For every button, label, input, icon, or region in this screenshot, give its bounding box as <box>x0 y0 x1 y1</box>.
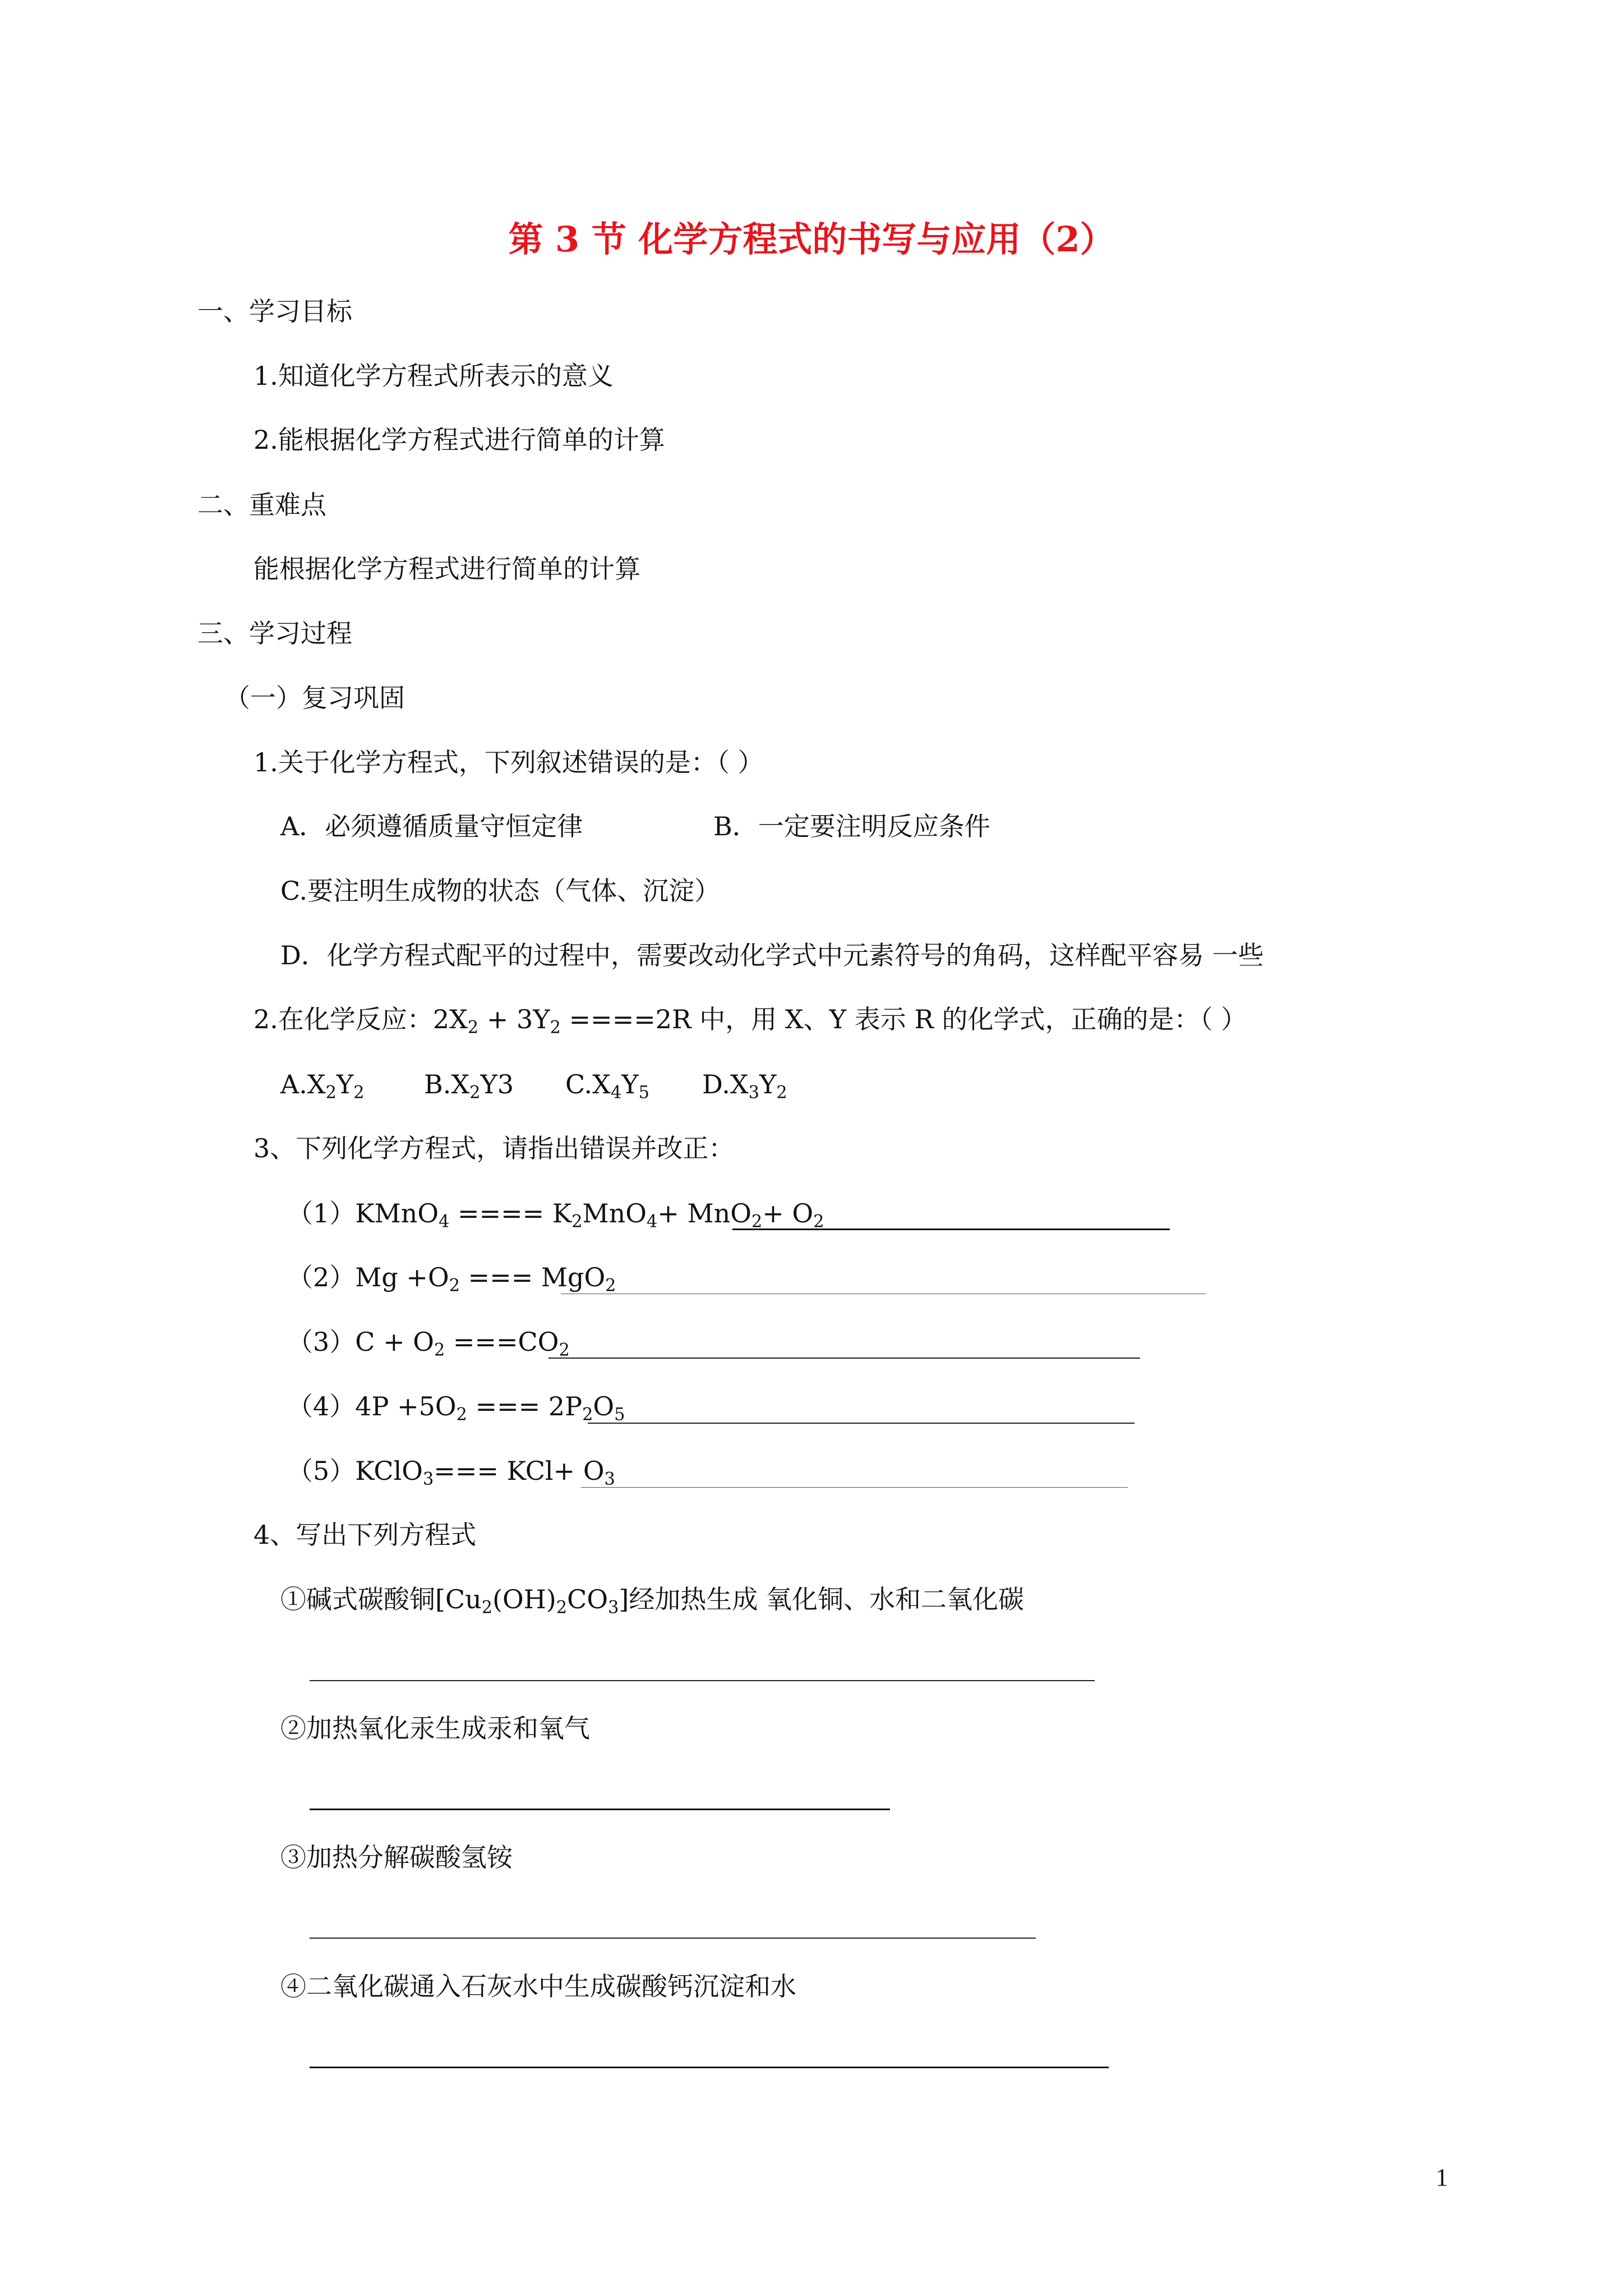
page-number: 1 <box>1436 2164 1448 2191</box>
goals-heading: 一、学习目标 <box>197 296 352 326</box>
q4-item-2: ②加热氧化汞生成汞和氧气 <box>280 1713 590 1743</box>
q1-option-c: C.要注明生成物的状态（气体、沉淀） <box>280 876 721 906</box>
process-heading: 三、学习过程 <box>197 618 352 648</box>
q4-answer-line-2[interactable] <box>310 1809 890 1810</box>
q3-answer-line-3[interactable] <box>548 1358 1140 1359</box>
q3-answer-line-5[interactable] <box>581 1487 1128 1488</box>
q2-option-a: $A.X_2Y_2$ <box>280 1069 365 1103</box>
q1-option-a: A．必须遵循质量守恒定律 <box>280 811 583 841</box>
q3-equation-1: （1）KMnO$_4$ ==== $K_2MnO_4+ MnO_2+ O_2$ <box>287 1198 824 1232</box>
q4-item-4: ④二氧化碳通入石灰水中生成碳酸钙沉淀和水 <box>280 1971 796 2001</box>
key-points-heading: 二、重难点 <box>197 490 326 520</box>
q4-answer-line-3[interactable] <box>310 1938 1036 1939</box>
q3-answer-line-4[interactable] <box>588 1423 1135 1424</box>
q3-stem: 3、下列化学方程式，请指出错误并改正： <box>253 1133 735 1163</box>
q1-option-d: D．化学方程式配平的过程中，需要改动化学式中元素符号的角码，这样配平容易 一些 <box>280 940 1264 970</box>
q2-option-b: $B.X_2Y3$ <box>424 1069 514 1103</box>
q4-stem: 4、写出下列方程式 <box>253 1520 477 1550</box>
goal-1: 1.知道化学方程式所表示的意义 <box>253 361 614 391</box>
q3-equation-5: （5）KClO$_3$=== $KCl+ O_3$ <box>287 1456 615 1489</box>
q4-item-3: ③加热分解碳酸氢铵 <box>280 1842 513 1872</box>
q4-item-1: ①碱式碳酸铜$[Cu_2(OH)_2CO_3]$经加热生成 氧化铜、水和二氧化碳 <box>280 1584 1024 1618</box>
q4-answer-line-4[interactable] <box>310 2067 1109 2068</box>
review-heading: （一）复习巩固 <box>224 683 405 713</box>
page-title: 第 3 节 化学方程式的书写与应用（2） <box>508 219 1115 260</box>
q2-option-d: $D.X_3Y_2$ <box>702 1069 787 1103</box>
q1-stem: 1.关于化学方程式，下列叙述错误的是：（ ） <box>253 747 764 777</box>
key-points-text: 能根据化学方程式进行简单的计算 <box>253 554 640 584</box>
q3-equation-2: $(2)Mg +O_2$ === MgO$_2$ <box>287 1262 616 1296</box>
q1-option-b: B．一定要注明反应条件 <box>713 811 990 841</box>
q3-equation-4: $(4)4P +5O_2$ === $2P_2O_5$ <box>287 1391 625 1425</box>
q3-equation-3: $(3)C + O_2 ===CO_2$ <box>287 1327 570 1360</box>
goal-2: 2.能根据化学方程式进行简单的计算 <box>253 425 665 455</box>
q3-answer-line-1[interactable] <box>732 1228 1170 1230</box>
q2-stem: 2.在化学反应：$2X_2 + 3Y_2 ====2R$ 中，用 X、Y 表示 R 的化学式，正确的是：（ ） <box>253 1004 1247 1038</box>
q4-answer-line-1[interactable] <box>310 1680 1095 1681</box>
q2-option-c: $C.X_4Y_5$ <box>565 1069 649 1103</box>
